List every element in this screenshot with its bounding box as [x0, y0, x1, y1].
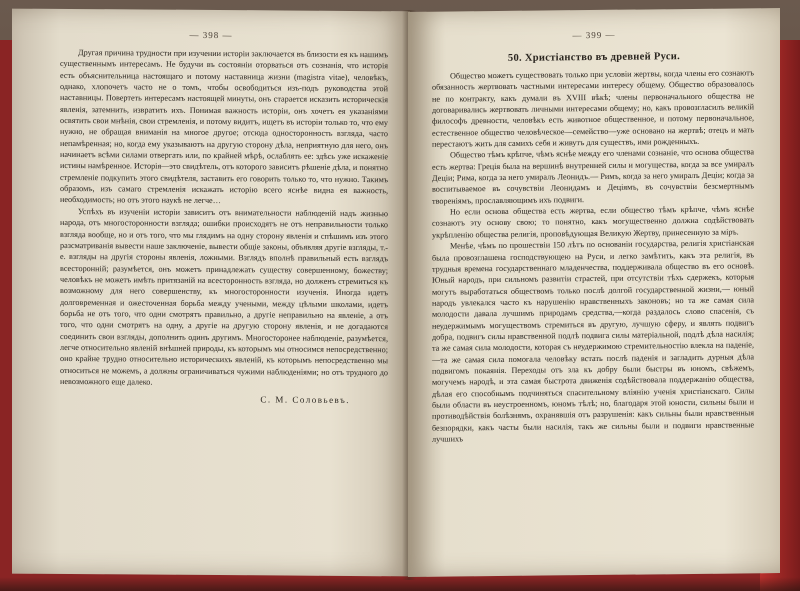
paragraph: Другая причина трудности при изучении исторіи заключается въ близости ея къ нашимъ существеннымъ интересамъ. Не будучи въ состояніи оторваться отъ сознанія, что исторія есть объяснительница настоящаго и потому наставница жизни (magistra vitae), человѣкъ, однако, хлопочетъ часто не о томъ, чтобы освободиться изъ-подъ руководства этой наставницы. Повертеть интересамъ настоящей минуты, онъ старается исказить историческія явленія, затемнить, извратить ихъ. Понимая важность исторіи, онъ хочетъ ея указаніями освятить свои мнѣнія, свои стремленія, и потому видитъ, ищетъ въ исторіи только то, что ему нужно, не обращая вниманія на многое другое; отсюда односторонность взгляда, часто непамѣренная; но, когда ему указываютъ на другую сторону дѣла, неприятную для него, онъ начинаетъ всѣми силами отвергать или, по крайней мѣрѣ, ослаблять ее: здѣсь уже искаженіе истины намѣренное. Исторія—это свидѣтель, отъ которого зависитъ рѣшеніе дѣла, и понятно стремленіе подкупить этого свидѣтеля, заставить его говорить только то, что нужно. Такимъ образомъ, изъ самаго стремленія искажать исторію всего яснѣе видна ея важность, необходимость; но отъ этого наукѣ не легче…	[60, 48, 388, 206]
right-page	[408, 8, 780, 577]
bottom-shadow	[0, 577, 800, 591]
chapter-heading: 50. Христіанство въ древней Руси.	[507, 51, 681, 64]
left-page-text	[12, 47, 410, 390]
paragraph: Но если основа общества есть жертва, если общество тѣмъ крѣпче, чѣмъ яснѣе сознаютъ эту основу свою; то понятно, какъ могущественно должна содѣйствовать укрѣпленію общества религія, проповѣдующая Великую Жертву, принесенную за міръ.	[432, 204, 754, 240]
page-number-right: — 399 —	[572, 29, 616, 41]
paragraph: Общество тѣмъ крѣпче, чѣмъ яснѣе между его членами сознаніе, что основа общества есть жертва: Греція была на вершинѣ внутренней силы и могущества, когда за все умиралъ Деціи; Рима, когда за него умиралъ Леонидъ.— Римъ, когда за него умиралъ Деціи; когда за воспитываемое въ сочувствіи Леонидамъ и Деціямъ, въ сочувствіи безсмертнымъ твореніямъ, прославляющимъ ихъ подвиги.	[432, 147, 754, 206]
paragraph: Менѣе, чѣмъ по прошествіи 150 лѣтъ по основаніи государства, религія христіанская была провозглашена господствующею на Руси, и легко замѣтить, какъ эта религія, въ трудныя времена государственнаго младенчества, поддерживала общество въ его основѣ. Юный народъ, при сильномъ развитіи страстей, при отсутствіи тѣхъ сдержекъ, которыя могутъ выработаться обществомъ только послѣ долгой государственной жизни,— юный народъ увлекался часто къ нарушенію нравственныхъ законовъ; но та же самая сила молодости давала лучшимъ природамъ средства,—когда раздалось слово спасенія, съ неудержимымъ могуществомъ стремиться въ другую, лучшую сферу, и являть подвигъ добра, подвигъ силы нравственной подлѣ подвига силы матеріальной, подлѣ дѣла насилія; та же самая сила молодости, которая съ неудержимою стремительностію влекла на паденіе,—та же самая сила помогала человѣку встать послѣ паденія и загладить дурныя дѣла подвигомъ покаянія. Переходы отъ зла къ добру были быстры въ юномъ, свѣжемъ, могучемъ народѣ, и эта самая быстрота движенія содѣйствовала поддержанію общества, дѣлая его способнымъ подчиняться спасительному вліянію ученія христіанскаго. Силы были области въ неустроенномъ, юномъ тѣлѣ; но, благодаря этой юности, сильны были и противодѣйствія болѣзнямъ, охранявшія отъ разрушенія: какъ сильны были нравственныя безпорядки, какъ часты были насилія, такъ же сильны были и подвиги нравственные лучшихъ	[432, 238, 754, 444]
paragraph: Успѣхъ въ изученіи исторіи зависитъ отъ внимательности наблюденій надъ жизнью народа, отъ многосторонности взгляда; ошибки происходятъ не отъ неправильности только взгляда вообще, но и отъ того, что мы глядимъ на одну сторону явленія и спѣшимъ изъ этого разсматриванія вывести наше заключеніе, вывести общіе законы, объявляя другіе взгляды, т.-е. взгляды на другія стороны явленія, ложными. Взглядъ вполнѣ правильный есть взглядъ всесторонній; разумѣется, онъ можетъ принадлежать существу совершенному, божеству; человѣкъ не можетъ имѣть притязаній на всесторонность взгляда, но долженъ стремиться къ возможному для него совершенству, къ многосторонности изученія. Иногда идетъ долговременная и ожесточенная борьба между учеными, между цѣлыми школами, идетъ борьба не отъ того, что одни смотрятъ правильно, а другіе неправильно на явленіе, а отъ того, что одни смотрятъ на одну, а другіе на другую сторону явленія, и не догадаются соединить свои взгляды, дополнить одинъ другимъ. Многосторонее наблюденіе, разумѣется, легче относительно явленій внѣшней природы, къ которымъ мы относимся непосредственно; оно крайне трудно относительно историческихъ явленій, къ которымъ непосредственно мы относиться не можемъ, а должны ограничиваться чужими наблюденіями; но отъ трудного до невозможного еще далеко.	[60, 206, 388, 387]
left-page	[12, 9, 410, 577]
page-number-left: — 398 —	[189, 29, 233, 41]
right-page-text	[408, 67, 780, 445]
author-signature: С. М. Соловьевъ.	[260, 394, 350, 406]
paragraph: Общество можетъ существовать только при условіи жертвы, когда члены его сознаютъ обязанность жертвовать частными интересами интересу общему. Общество образовалось не по контракту, какъ думали въ XVIII вѣкѣ; члены первоначального общества не договаривались жертвовать личными интересами общему; но, какъ провозгласилъ великій философъ древности, человѣкъ есть животное общественное, и потому первоначальное, естественное общество человѣческое—семейство—уже основано на жертвѣ; отецъ и мать перестаютъ жить для самихъ себя и живутъ для существъ, ими рожденныхъ.	[432, 68, 754, 149]
